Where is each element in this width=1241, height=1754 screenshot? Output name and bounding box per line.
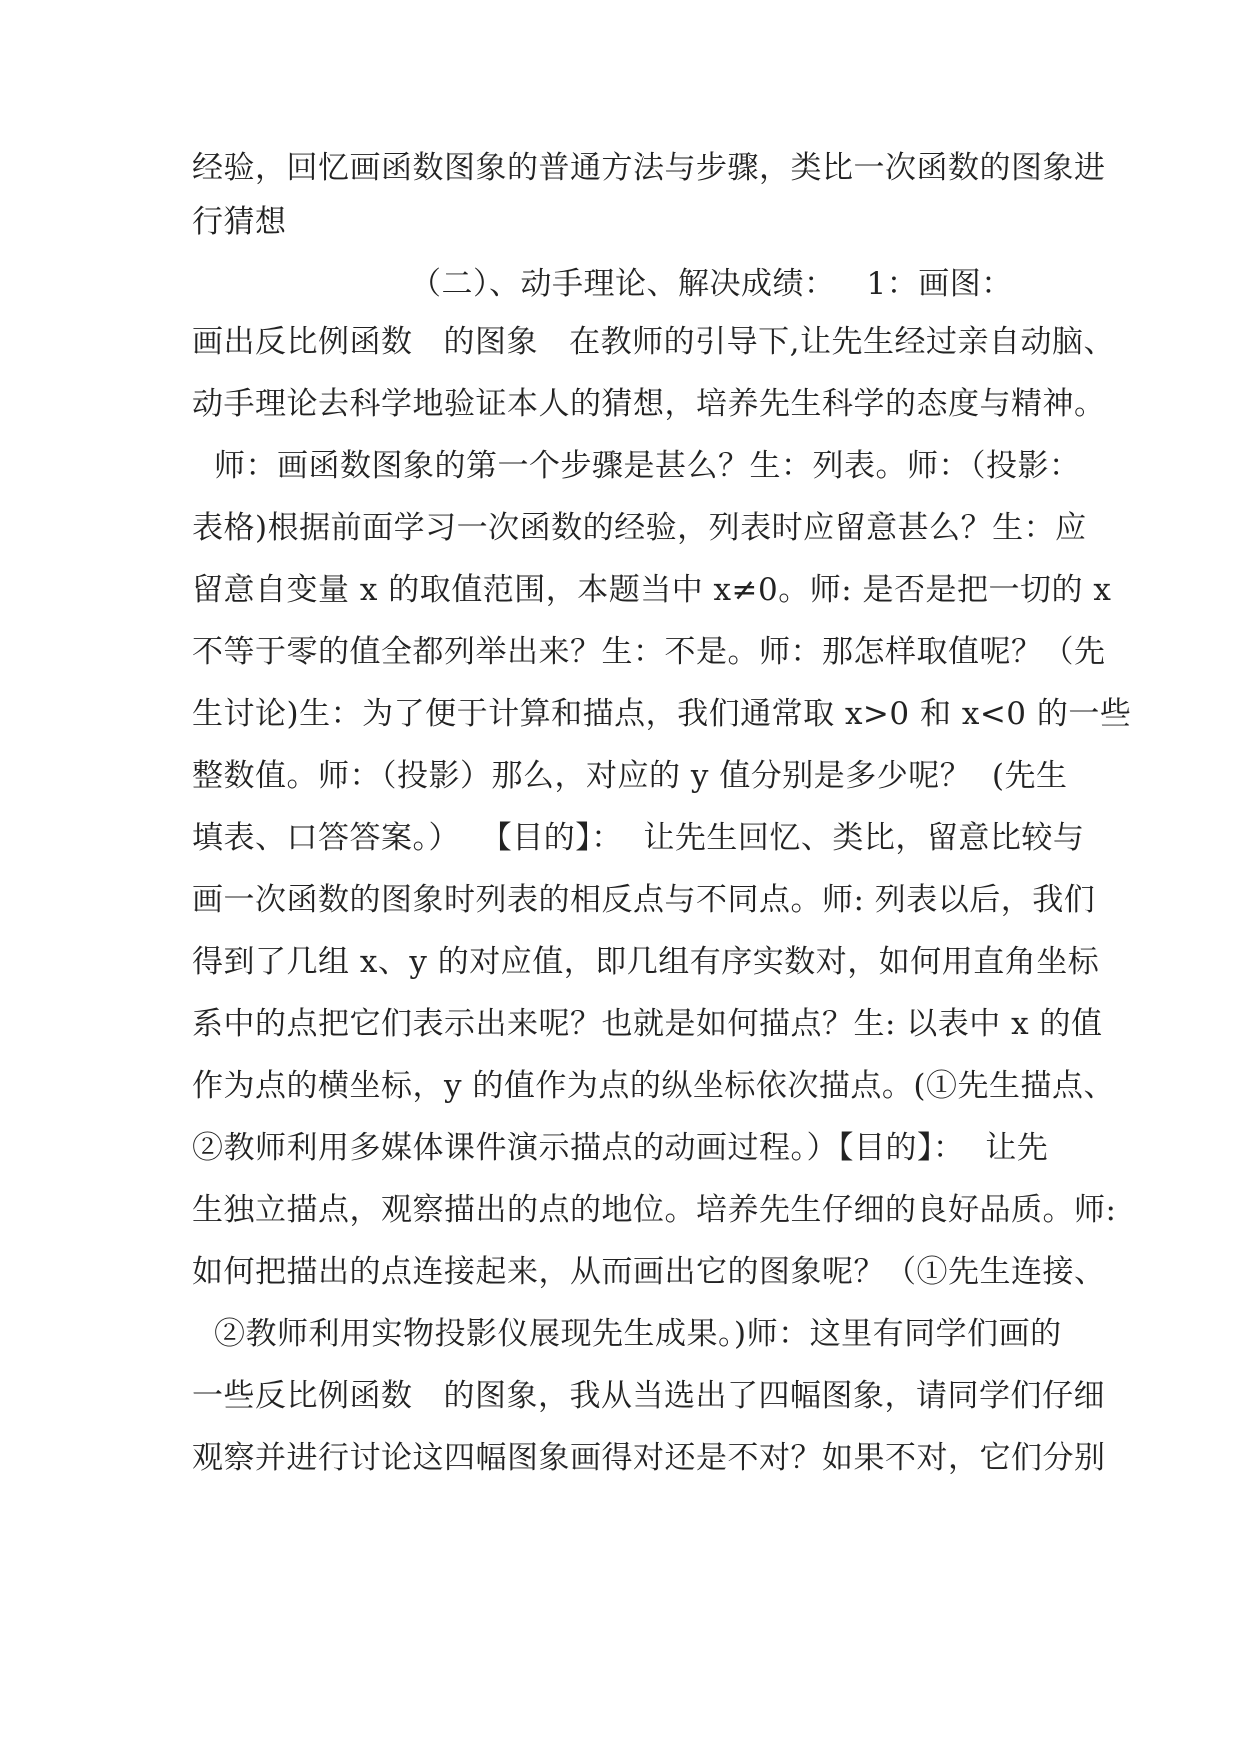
section-heading: （二）、动手理论、解决成绩： 1：画图： <box>410 266 1013 302</box>
text-line: 表格)根据前面学习一次函数的经验，列表时应留意甚么？生：应 <box>192 510 1087 546</box>
text-line: 如何把描出的点连接起来，从而画出它的图象呢？（①先生连接、 <box>192 1254 1106 1290</box>
text-line: 观察并进行讨论这四幅图象画得对还是不对？如果不对，它们分别 <box>192 1440 1106 1476</box>
text-line: 整数值。师：（投影）那么，对应的 y 值分别是多少呢？ (先生 <box>192 758 1068 794</box>
text-line: 画一次函数的图象时列表的相反点与不同点。师: 列表以后，我们 <box>192 882 1096 918</box>
text-line: 填表、口答答案。） 【目的】： 让先生回忆、类比，留意比较与 <box>192 820 1085 856</box>
text-line: 生独立描点，观察描出的点的地位。培养先生仔细的良好品质。师: <box>192 1192 1117 1228</box>
text-line: ②教师利用实物投影仪展现先生成果。)师：这里有同学们画的 <box>214 1316 1062 1352</box>
text-line: 得到了几组 x、y 的对应值，即几组有序实数对，如何用直角坐标 <box>192 944 1100 980</box>
text-line: 经验，回忆画函数图象的普通方法与步骤，类比一次函数的图象进 <box>192 150 1106 186</box>
text-line: 作为点的横坐标，y 的值作为点的纵坐标依次描点。(①先生描点、 <box>192 1068 1115 1104</box>
text-line: 不等于零的值全都列举出来？生：不是。师：那怎样取值呢？（先 <box>192 634 1106 670</box>
text-line: 系中的点把它们表示出来呢？也就是如何描点？生: 以表中 x 的值 <box>192 1006 1103 1042</box>
text-line: 行猜想 <box>192 204 287 240</box>
text-line: 留意自变量 x 的取值范围，本题当中 x≠0。师: 是否是把一切的 x <box>192 572 1112 608</box>
text-line: 动手理论去科学地验证本人的猜想，培养先生科学的态度与精神。 <box>192 386 1106 422</box>
text-line: 师：画函数图象的第一个步骤是甚么？生：列表。师：（投影： <box>214 448 1081 484</box>
text-line: 生讨论)生：为了便于计算和描点，我们通常取 x>0 和 x<0 的一些 <box>192 696 1132 732</box>
text-line: 画出反比例函数 的图象 在教师的引导下,让先生经过亲自动脑、 <box>192 324 1115 360</box>
text-line: 一些反比例函数 的图象，我从当选出了四幅图象，请同学们仔细 <box>192 1378 1106 1414</box>
text-line: ②教师利用多媒体课件演示描点的动画过程。）【目的】： 让先 <box>192 1130 1049 1166</box>
